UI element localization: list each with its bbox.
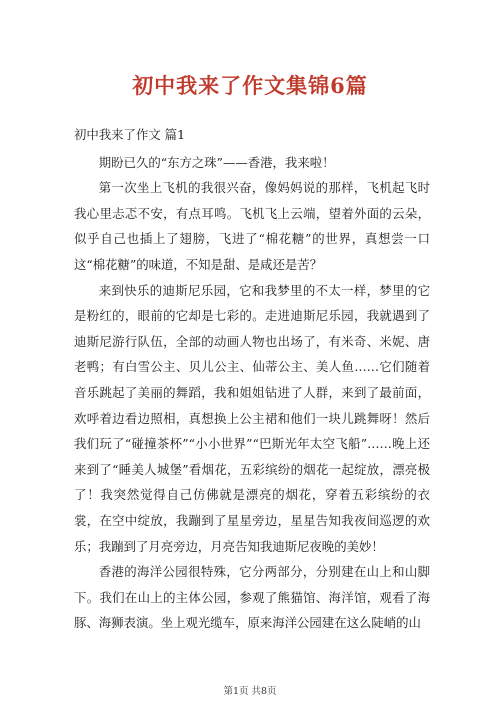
document-body [74, 122, 430, 636]
paragraph: 第一次坐上飞机的我很兴奋，像妈妈说的那样，飞机起飞时我心里忐忑不安，有点耳鸣。飞机飞上云端，望着外面的云朵，似乎自己也插上了翅膀，飞进了“棉花糖”的世界，真想尝一口这“棉花糖”的味道，不知是甜、是咸还是苦？ [74, 180, 430, 272]
document-title: 初中我来了作文集锦6篇 [132, 73, 368, 98]
paragraph: 来到快乐的迪斯尼乐园，它和我梦里的不太一样，梦里的它是粉红的，眼前的它却是七彩的。走进迪斯尼乐园，我就遇到了迪斯尼游行队伍，全部的动画人物也出场了，有米奇、米妮、唐老鸭；有白雪公主、贝儿公主、仙蒂公主、美人鱼……它们随着音乐跳起了美丽的舞蹈，我和姐姐钻进了人群，来到了最前面，欢呼着边看边照相，真想换上公主裙和他们一块儿跳舞呀！然后我们玩了“碰撞茶杯”“小小世界”“巴斯光年太空飞船”……晚上还来到了“睡美人城堡”看烟花，五彩缤纷的烟花一起绽放，漂亮极了！我突然觉得自己仿佛就是漂亮的烟花，穿着五彩缤纷的衣裳，在空中绽放，我蹦到了星星旁边，星星告知我夜间巡逻的欢乐；我蹦到了月亮旁边，月亮告知我迪斯尼夜晚的美妙！ [74, 282, 430, 554]
paragraph: 期盼已久的“东方之珠”——香港，我来啦！ [98, 154, 335, 170]
page-footer: 第1页 共8页 [223, 686, 277, 697]
section-heading: 初中我来了作文 篇1 [74, 127, 185, 142]
paragraph: 香港的海洋公园很特殊，它分两部分，分别建在山上和山脚下。我们在山上的主体公园，参观了熊猫馆、海洋馆，观看了海豚、海狮表演。坐上观光缆车，原来海洋公园建在这么陡峭的山 [74, 564, 430, 631]
